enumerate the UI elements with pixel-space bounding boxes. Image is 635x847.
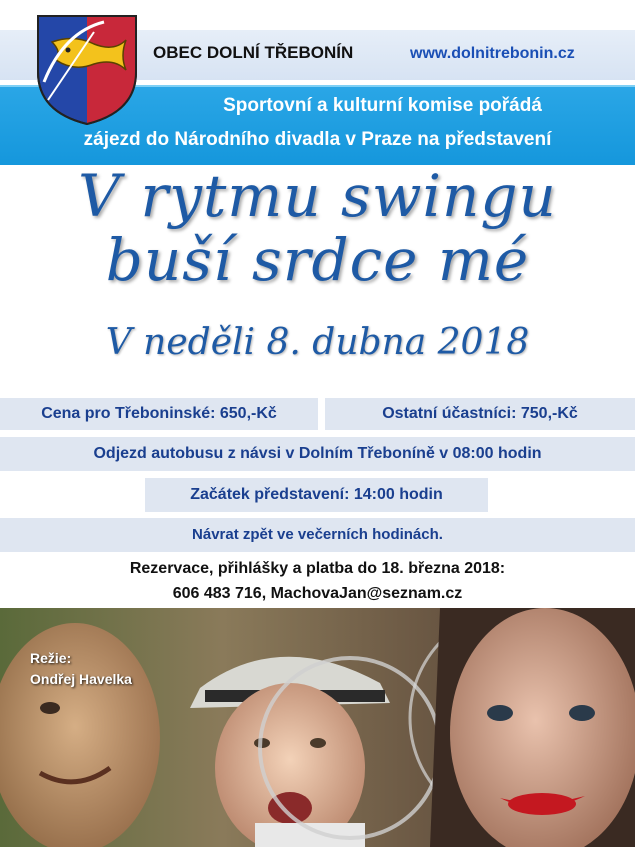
- return-info: Návrat zpět ve večerních hodinách.: [0, 518, 635, 552]
- intro-line-1: Sportovní a kulturní komise pořádá: [223, 95, 542, 116]
- reservation-deadline: Rezervace, přihlášky a platba do 18. března 2018:: [129, 560, 506, 577]
- director-name: Ondřej Havelka: [30, 671, 132, 687]
- intro-line-2: zájezd do Národního divadla v Praze na představení: [83, 129, 552, 150]
- show-title-line-2: buší srdce mé: [105, 226, 530, 294]
- director-label: Režie:: [30, 650, 72, 666]
- start-time: Začátek představení: 14:00 hodin: [145, 478, 488, 512]
- reservation-contact: 606 483 716, MachovaJan@seznam.cz: [172, 585, 463, 602]
- price-other: Ostatní účastníci: 750,-Kč: [325, 398, 635, 430]
- event-date: V neděli 8. dubna 2018: [105, 322, 530, 363]
- show-title-line-1: V rytmu swingu: [78, 162, 557, 230]
- price-local: Cena pro Třeboninské: 650,-Kč: [0, 398, 318, 430]
- municipality-name: OBEC DOLNÍ TŘEBONÍN: [153, 43, 354, 62]
- website-link[interactable]: www.dolnitrebonin.cz: [410, 45, 575, 62]
- departure-info: Odjezd autobusu z návsi v Dolním Třeboníně v 08:00 hodin: [0, 437, 635, 471]
- performers-photo: [0, 608, 635, 847]
